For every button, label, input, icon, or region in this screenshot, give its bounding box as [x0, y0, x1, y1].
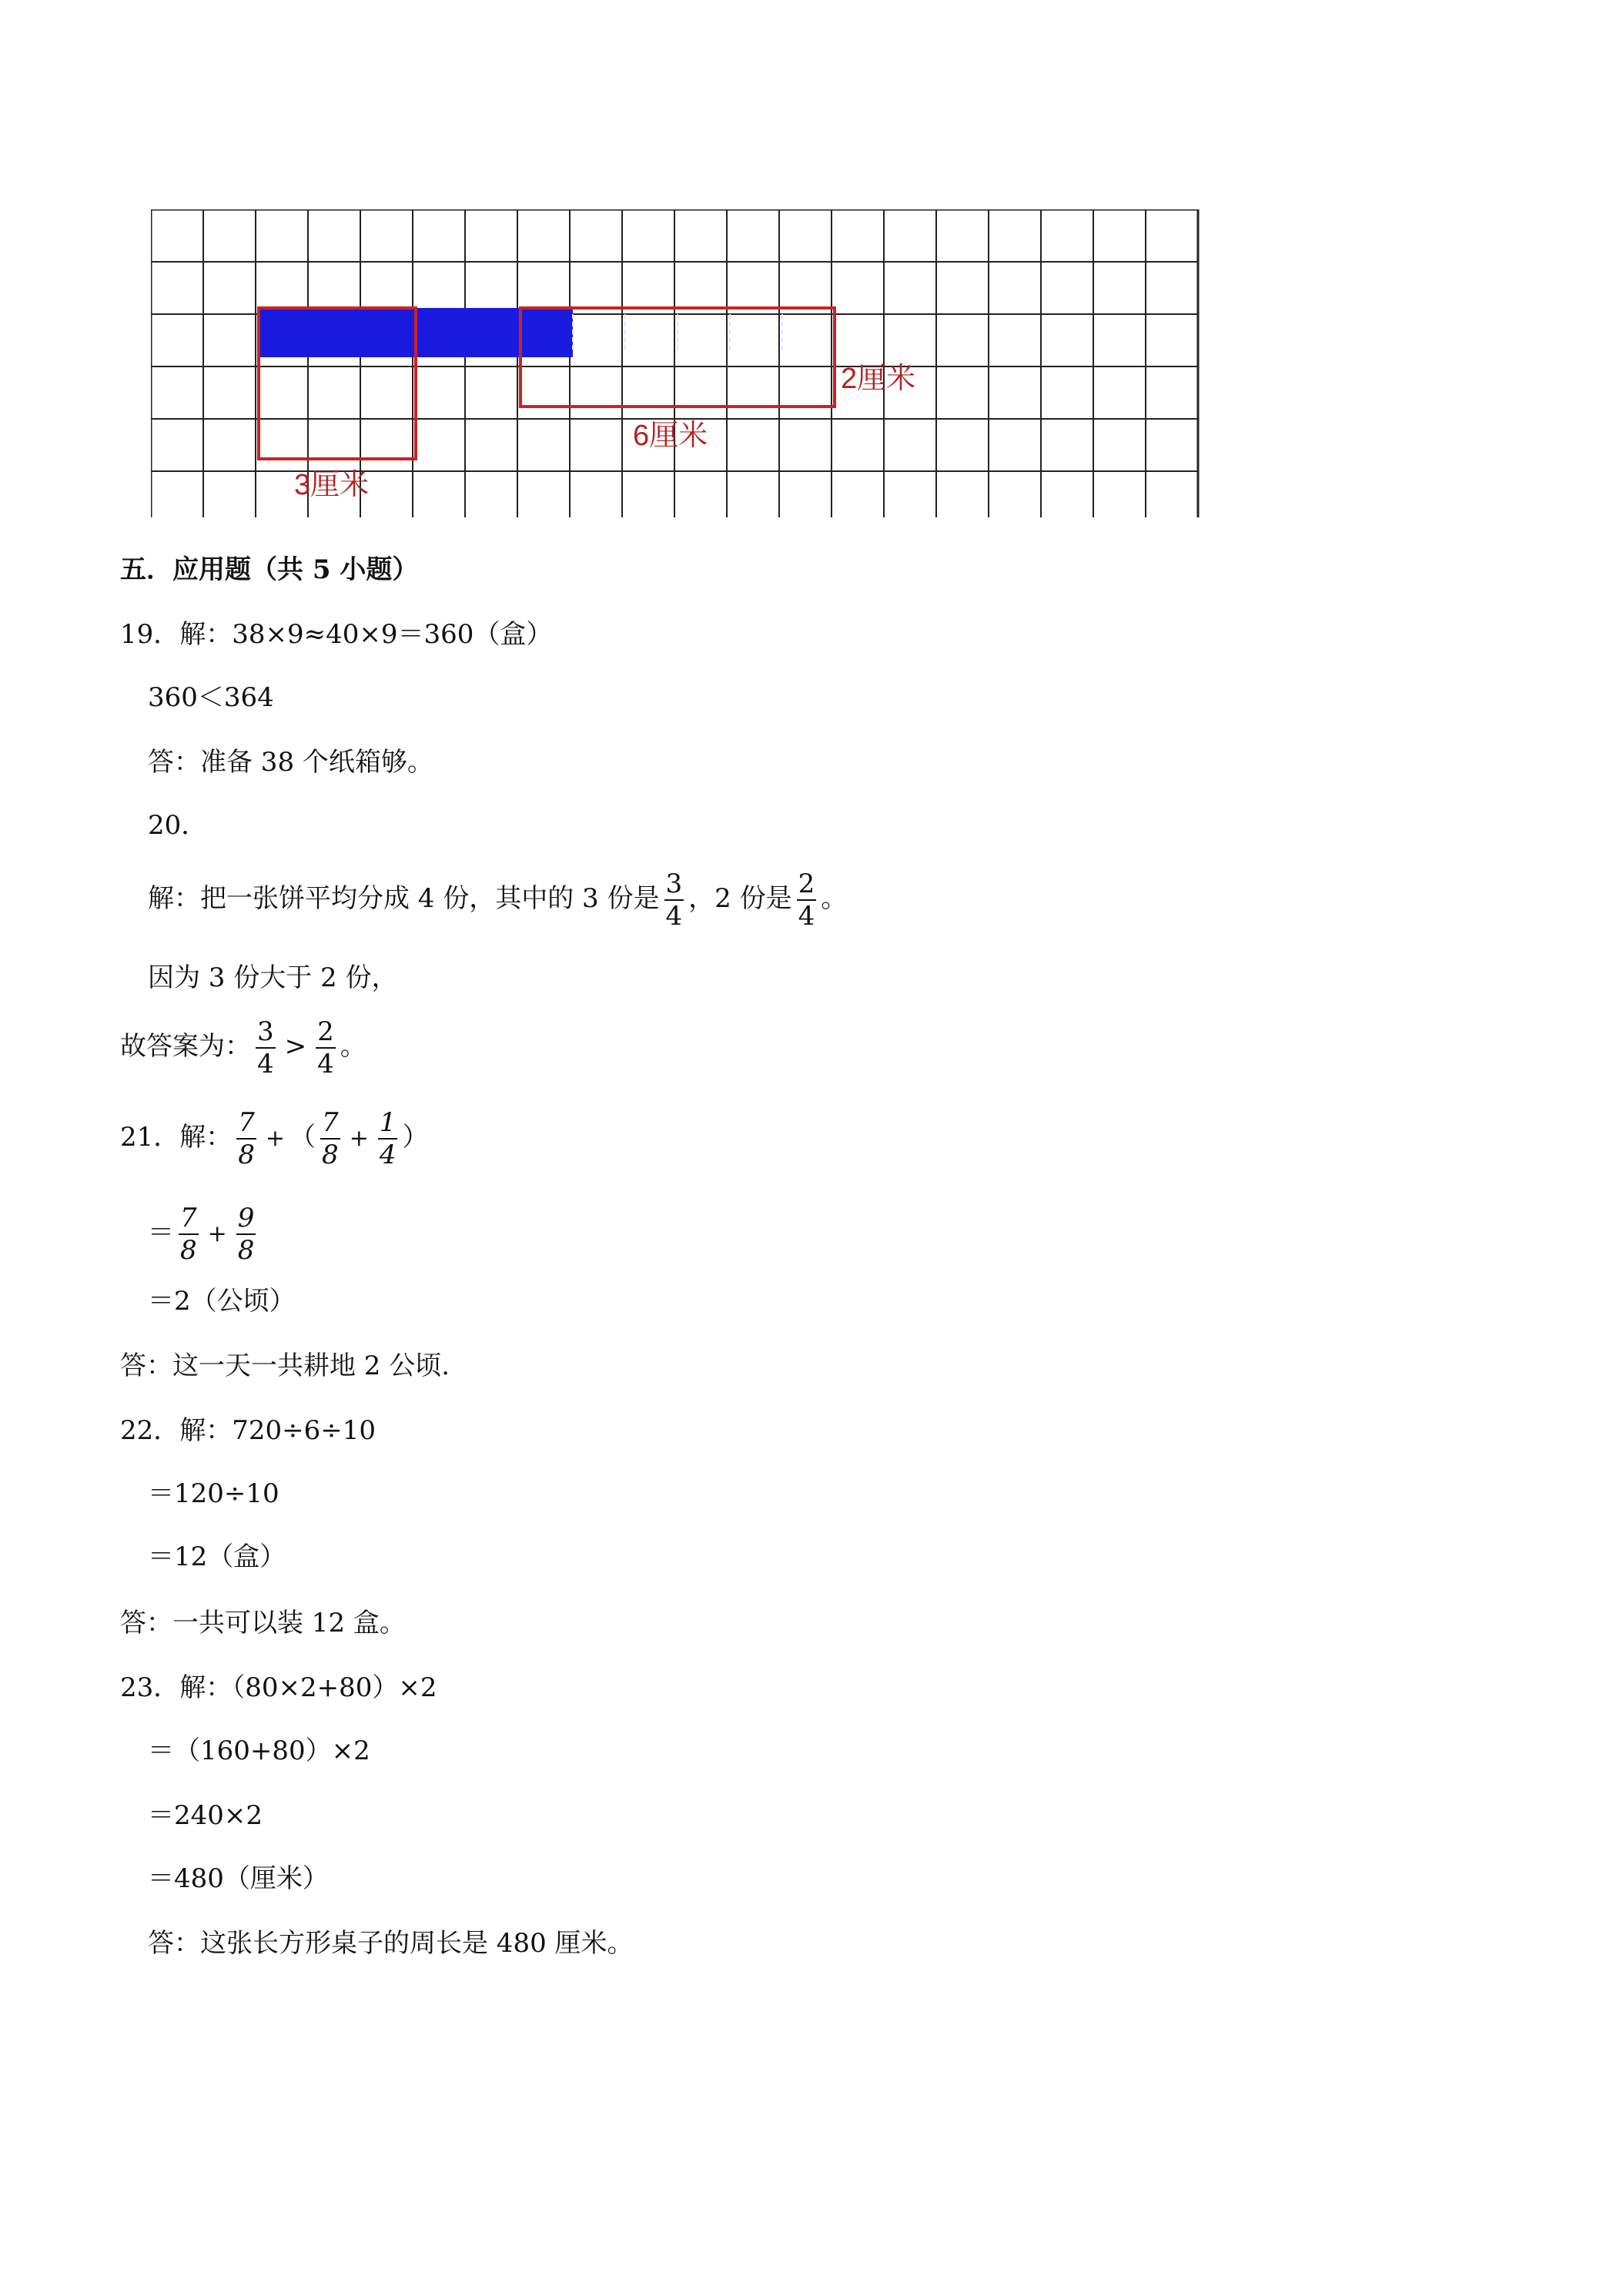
- fraction-numerator: 1: [379, 1107, 397, 1138]
- plus-sign: +: [265, 1125, 286, 1152]
- fraction-numerator: 2: [317, 1016, 334, 1047]
- fraction-numerator: 2: [798, 869, 815, 899]
- q20-answer: [120, 1016, 366, 1079]
- q20-text-c: 。: [821, 883, 848, 914]
- fraction-numerator: 7: [238, 1107, 255, 1138]
- q19-answer: 答：准备 38 个纸箱够。: [148, 747, 433, 778]
- q20-reason: 因为 3 份大于 2 份，: [148, 962, 398, 993]
- fraction-denominator: 4: [665, 901, 683, 932]
- grid-svg: [151, 209, 1213, 517]
- right-paren: ）: [402, 1122, 429, 1153]
- q21-result: ＝2（公顷）: [148, 1286, 296, 1317]
- plus-sign: +: [349, 1125, 369, 1152]
- q21-step-fraction-7-8: [179, 1203, 199, 1266]
- square-side-label: 3厘米: [294, 469, 370, 501]
- rectangle-length-label: 6厘米: [633, 420, 708, 452]
- left-paren: （: [289, 1122, 316, 1153]
- q21-prefix: 21．解：: [120, 1122, 233, 1153]
- fraction-numerator: 3: [257, 1016, 274, 1047]
- fill-dividers: [573, 314, 782, 351]
- fraction-denominator: 8: [322, 1140, 339, 1170]
- fraction-denominator: 8: [238, 1140, 255, 1170]
- q19-line2: 360＜364: [148, 682, 274, 713]
- q20-answer-prefix: 故答案为：: [120, 1031, 251, 1062]
- fraction-denominator: 4: [317, 1049, 334, 1079]
- fraction-denominator: 4: [798, 901, 815, 932]
- q21-fraction-7-8: [236, 1107, 256, 1170]
- q20-number: 20．: [148, 810, 208, 841]
- greater-than-sign: >: [284, 1031, 307, 1062]
- rectangle-width-label: 2厘米: [841, 363, 916, 395]
- fraction-denominator: 8: [237, 1235, 255, 1266]
- q20-text-b: ，2 份是: [688, 883, 792, 914]
- equals-sign: ＝: [148, 1217, 174, 1248]
- q23-line3: ＝240×2: [148, 1800, 263, 1831]
- q20-fraction-two-quarters: [797, 869, 817, 932]
- fraction-numerator: 7: [180, 1203, 197, 1233]
- plus-sign: +: [207, 1220, 227, 1247]
- fraction-numerator: 3: [665, 869, 683, 899]
- q22-line3: ＝12（盒）: [148, 1541, 286, 1572]
- q22-answer: 答：一共可以装 12 盒。: [120, 1608, 406, 1638]
- fraction-denominator: 4: [379, 1140, 397, 1170]
- q21-expression: [120, 1107, 428, 1170]
- q23-line2: ＝（160+80）×2: [148, 1735, 370, 1766]
- q20-answer-suffix: 。: [340, 1031, 366, 1062]
- q22-line1: 22．解：720÷6÷10: [120, 1415, 376, 1446]
- q23-line1: 23．解：（80×2+80）×2: [120, 1672, 437, 1703]
- fraction-numerator: 7: [322, 1107, 339, 1138]
- fraction-denominator: 8: [180, 1235, 197, 1266]
- q20-answer-fraction-2: [316, 1016, 336, 1079]
- q19-line1: 19．解：38×9≈40×9＝360（盒）: [120, 619, 553, 650]
- q21-answer: 答：这一天一共耕地 2 公顷.: [120, 1350, 450, 1381]
- q22-line2: ＝120÷10: [148, 1478, 279, 1509]
- grid-figure: [151, 209, 1213, 517]
- q20-fraction-three-quarters: [664, 869, 684, 932]
- q20-answer-fraction-1: [256, 1016, 276, 1079]
- q20-text-a: 解：把一张饼平均分成 4 份，其中的 3 份是: [148, 883, 660, 914]
- fraction-denominator: 4: [257, 1049, 274, 1079]
- section-title: 五．应用题（共 5 小题）: [120, 554, 419, 585]
- fraction-numerator: 9: [237, 1203, 255, 1233]
- q21-step-fraction-9-8: [236, 1203, 256, 1266]
- q21-fraction-7-8-inner: [320, 1107, 340, 1170]
- q23-answer: 答：这张长方形桌子的周长是 480 厘米。: [148, 1928, 634, 1959]
- q21-step: [148, 1203, 260, 1266]
- q21-fraction-1-4: [378, 1107, 398, 1170]
- q23-line4: ＝480（厘米）: [148, 1863, 329, 1894]
- q20-statement: [148, 869, 847, 932]
